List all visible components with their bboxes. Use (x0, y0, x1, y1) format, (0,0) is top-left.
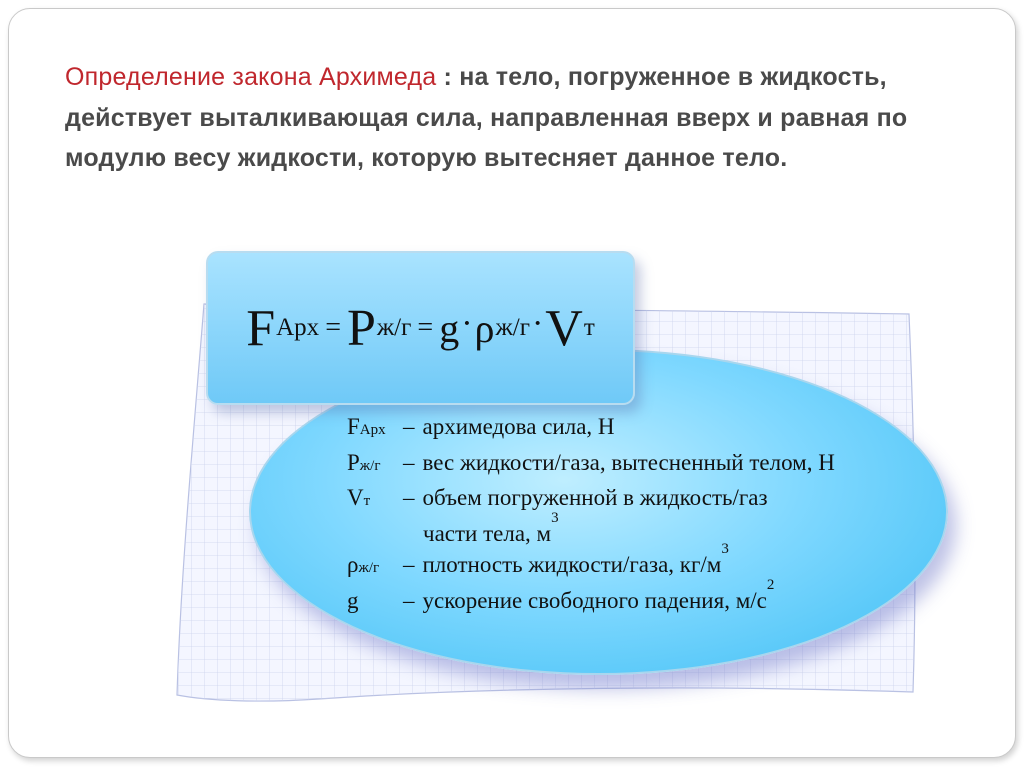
legend-description: архимедова сила, Н (422, 414, 615, 439)
legend-symbol-main: F (347, 414, 360, 439)
legend-row (347, 482, 835, 518)
legend-symbol (347, 447, 399, 483)
legend-row (347, 411, 835, 447)
formula-dot-2: · (531, 305, 544, 342)
legend-symbol (347, 411, 399, 447)
formula-weight-subscript: ж/г (376, 314, 412, 341)
legend-dash: – (403, 552, 415, 577)
formula-force-symbol: F (246, 299, 276, 357)
legend-dash: – (403, 414, 415, 439)
legend-symbol-main: g (347, 587, 359, 613)
legend-description: ускорение свободного падения, м/с (422, 587, 767, 613)
formula-equals-1: = (325, 312, 341, 343)
legend-unit-exponent: 3 (551, 509, 559, 526)
legend-symbol-subscript: ж/г (359, 457, 381, 474)
formula-g-symbol: g (439, 305, 460, 351)
slide (8, 8, 1016, 758)
formula-weight-symbol: P (346, 299, 376, 357)
legend-dash: – (403, 587, 415, 613)
definition-paragraph (65, 57, 945, 179)
legend-description: вес жидкости/газа, вытесненный телом, Н (422, 449, 835, 475)
legend-symbol (347, 482, 399, 518)
legend-description: объем погруженной в жидкость/газ (422, 485, 768, 510)
formula-volume-symbol: V (545, 299, 583, 357)
formula-box (206, 251, 635, 405)
formula-force-subscript: Арх (276, 314, 320, 341)
formula-rho-subscript: ж/г (495, 314, 530, 341)
legend-dash: – (403, 449, 415, 475)
legend-symbol (347, 585, 399, 621)
formula-dot-1: · (461, 305, 473, 342)
legend-symbol-main: ρ (347, 552, 359, 577)
legend-row (347, 447, 835, 483)
definition-text: на тело, погруженное в жидкость, действует выталкивающая сила, направленная вверх и равная по модулю весу жидкости, которую вытесняет данное тело. (65, 63, 908, 172)
legend-row (347, 541, 835, 585)
definition-term: Определение закона Архимеда (65, 63, 437, 91)
legend-symbol-main: P (347, 449, 360, 475)
legend-row (347, 509, 835, 550)
legend-description: плотность жидкости/газа, кг/м (422, 552, 722, 577)
formula-volume-subscript: т (583, 314, 595, 341)
legend-symbol-subscript: т (363, 493, 371, 509)
legend-continuation: части тела, м (423, 520, 552, 546)
legend-unit-exponent: 2 (766, 576, 775, 593)
legend-row (347, 576, 835, 621)
legend-symbol-main: V (347, 485, 364, 510)
formula-equals-2: = (417, 312, 434, 343)
legend-unit-exponent: 3 (721, 541, 729, 557)
legend (347, 411, 835, 620)
legend-symbol-subscript: Арх (359, 422, 386, 438)
formula-rho-symbol: ρ (474, 305, 495, 351)
legend-symbol (347, 549, 399, 585)
definition-separator: : (443, 63, 453, 91)
legend-symbol-subscript: ж/г (358, 560, 380, 576)
legend-dash: – (403, 485, 415, 510)
